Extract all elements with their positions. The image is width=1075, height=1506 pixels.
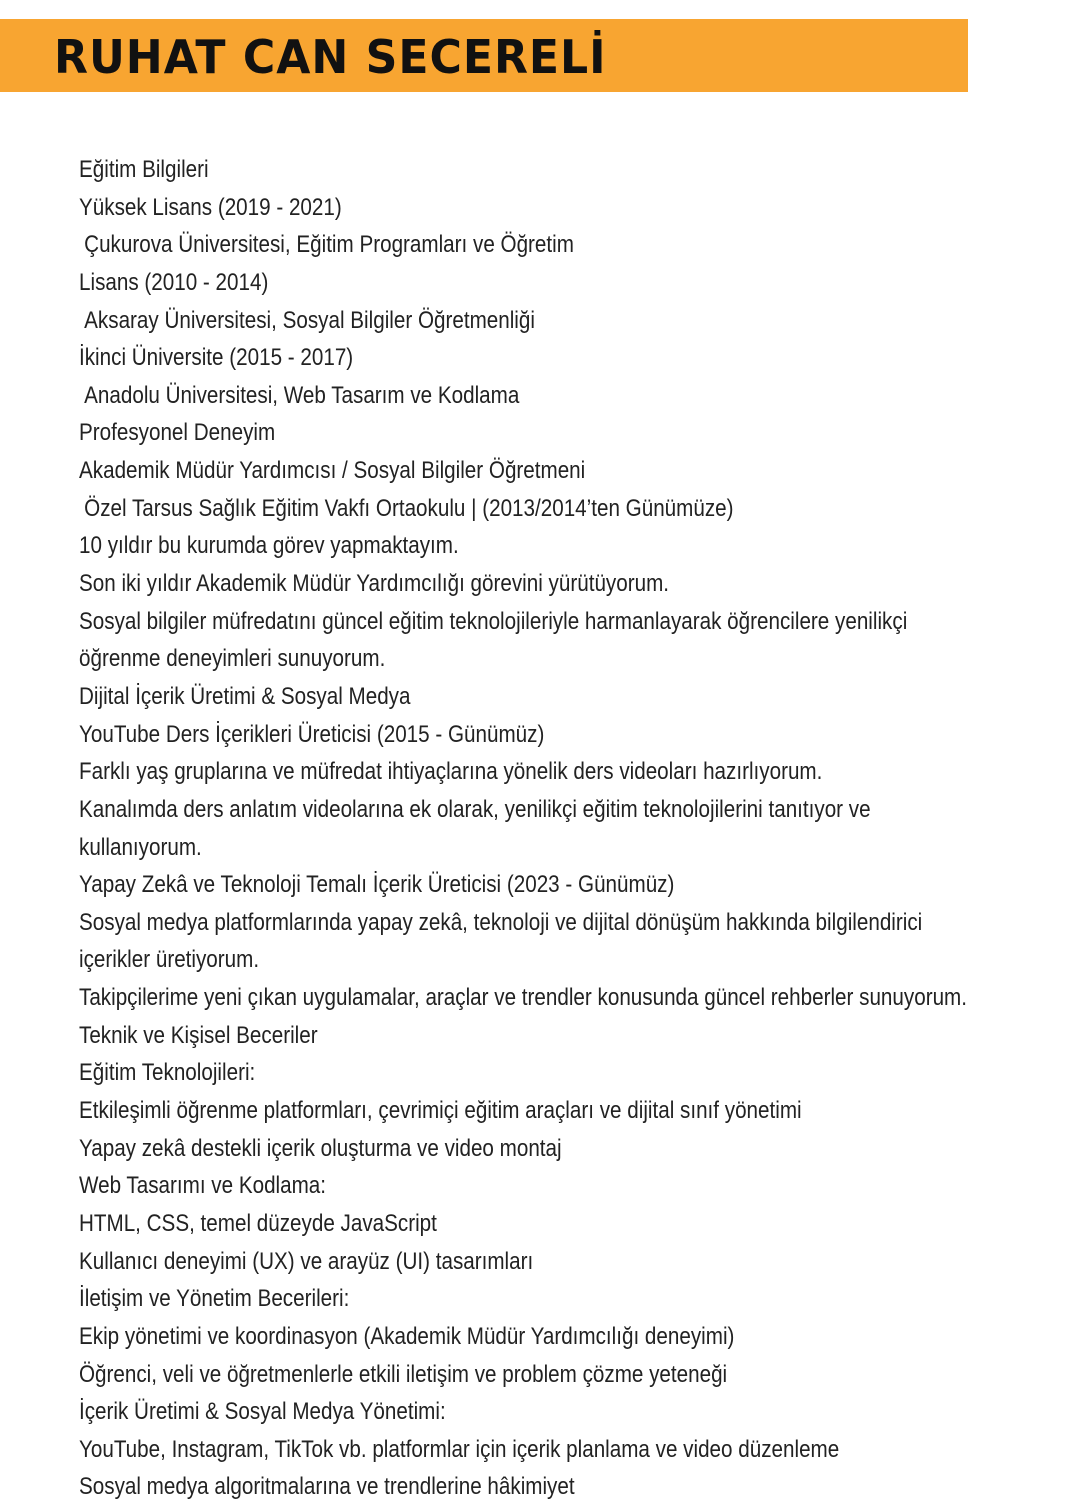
resume-line: kullanıyorum. [79,833,202,861]
resume-line: İçerik Üretimi & Sosyal Medya Yönetimi: [79,1398,446,1426]
resume-line: Sosyal bilgiler müfredatını güncel eğitim teknolojileriyle harmanlayarak öğrencilere yenilikçi [79,607,908,635]
section-heading: Profesyonel Deneyim [79,419,276,447]
section-heading: Teknik ve Kişisel Beceriler [79,1021,318,1049]
resume-line: Yapay zekâ destekli içerik oluşturma ve video montaj [79,1134,562,1162]
resume-line: Kullanıcı deneyimi (UX) ve arayüz (UI) tasarımları [79,1247,534,1275]
section-heading: Eğitim Bilgileri [79,156,209,183]
resume-line: HTML, CSS, temel düzeyde JavaScript [79,1209,437,1237]
resume-line: öğrenme deneyimleri sunuyorum. [79,645,386,673]
resume-line: YouTube Ders İçerikleri Üreticisi (2015 - Günümüz) [79,720,545,748]
resume-line: Takipçilerime yeni çıkan uygulamalar, araçlar ve trendler konusunda güncel rehberler sunuyorum. [79,984,967,1012]
resume-line: Farklı yaş gruplarına ve müfredat ihtiyaçlarına yönelik ders videoları hazırlıyorum. [79,758,823,786]
resume-line: Aksaray Üniversitesi, Sosyal Bilgiler Öğretmenliği [84,306,535,334]
resume-line: Ekip yönetimi ve koordinasyon (Akademik Müdür Yardımcılığı deneyimi) [79,1322,735,1350]
resume-line: Etkileşimli öğrenme platformları, çevrimiçi eğitim araçları ve dijital sınıf yönetimi [79,1097,802,1125]
person-name: RUHAT CAN SECERELİ [54,30,607,84]
resume-line: Yapay Zekâ ve Teknoloji Temalı İçerik Üreticisi (2023 - Günümüz) [79,871,675,899]
resume-line: Öğrenci, veli ve öğretmenlerle etkili iletişim ve problem çözme yeteneği [79,1360,728,1388]
resume-line: Kanalımda ders anlatım videolarına ek olarak, yenilikçi eğitim teknolojilerini tanıtıyor ve [79,795,871,823]
resume-line: Son iki yıldır Akademik Müdür Yardımcılığı görevini yürütüyorum. [79,570,670,598]
resume-line: İletişim ve Yönetim Becerileri: [79,1285,350,1313]
resume-line: Anadolu Üniversitesi, Web Tasarım ve Kodlama [84,381,520,409]
resume-line: Web Tasarımı ve Kodlama: [79,1172,327,1200]
resume-line: içerikler üretiyorum. [79,946,260,974]
resume-line: İkinci Üniversite (2015 - 2017) [79,344,354,372]
resume-line: Eğitim Teknolojileri: [79,1059,256,1087]
resume-line: Çukurova Üniversitesi, Eğitim Programları ve Öğretim [84,231,574,259]
resume-body [79,151,1059,1506]
resume-line: Sosyal medya algoritmalarına ve trendlerine hâkimiyet [79,1473,575,1501]
resume-line: Lisans (2010 - 2014) [79,268,269,296]
resume-line: Akademik Müdür Yardımcısı / Sosyal Bilgiler Öğretmeni [79,457,586,485]
resume-line: 10 yıldır bu kurumda görev yapmaktayım. [79,532,459,560]
resume-line: Özel Tarsus Sağlık Eğitim Vakfı Ortaokulu | (2013/2014’ten Günümüze) [84,494,734,522]
section-heading: Dijital İçerik Üretimi & Sosyal Medya [79,682,411,710]
resume-line: Yüksek Lisans (2019 - 2021) [79,193,342,221]
resume-line: Sosyal medya platformlarında yapay zekâ, teknoloji ve dijital dönüşüm hakkında bilgilendirici [79,908,923,936]
resume-line: YouTube, Instagram, TikTok vb. platformlar için içerik planlama ve video düzenleme [79,1435,840,1463]
